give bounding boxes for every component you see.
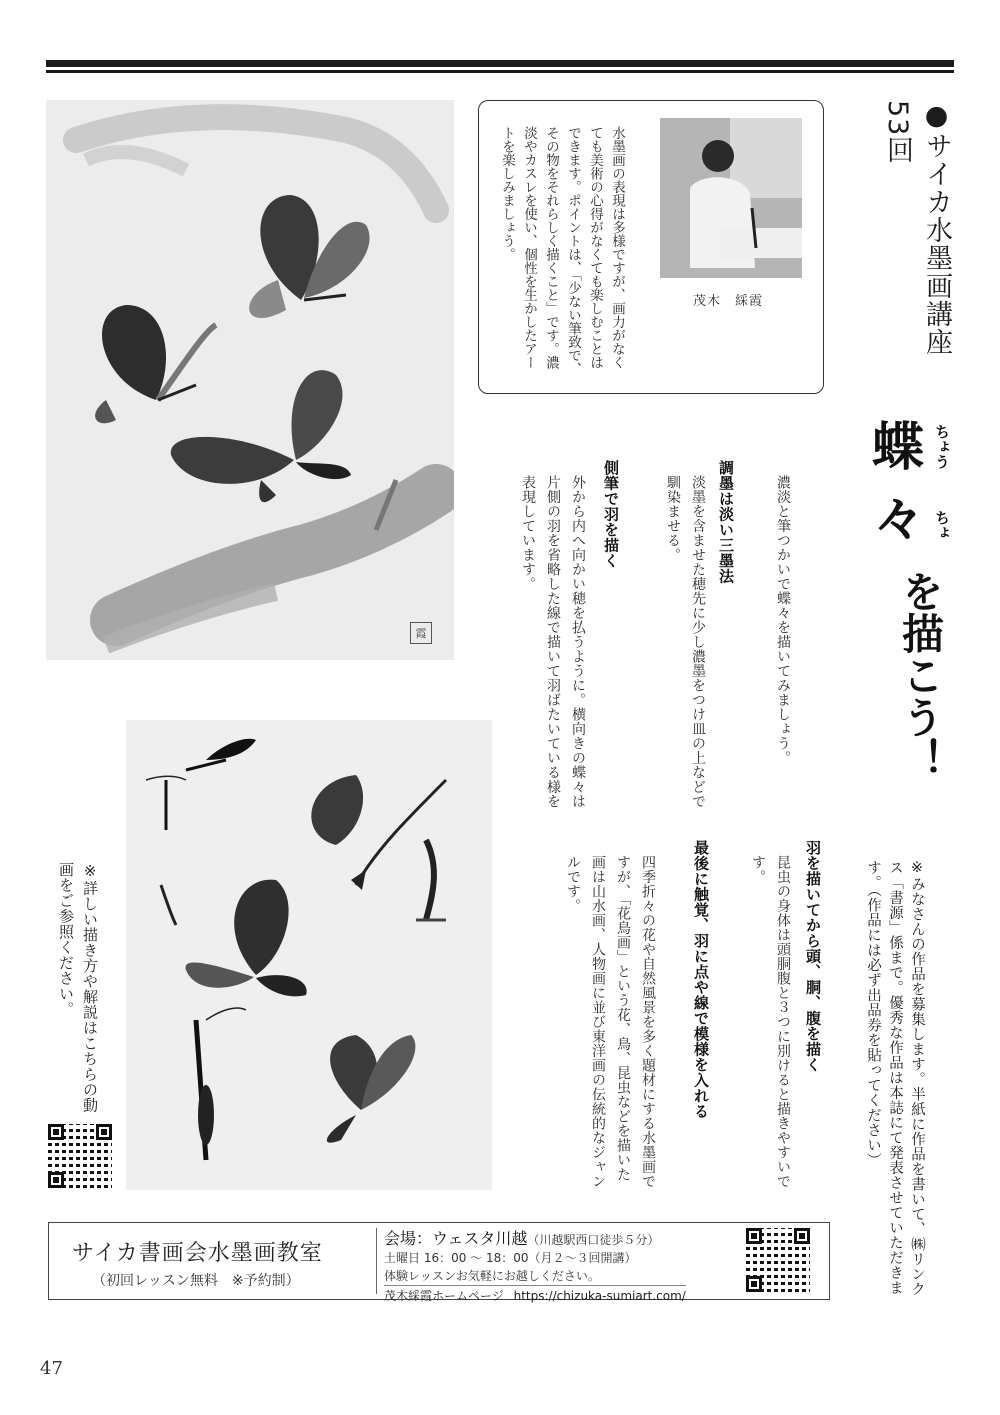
artist-seal: 霞 bbox=[410, 622, 432, 644]
qr-finder-top-right bbox=[96, 1124, 112, 1140]
homepage-qr-code[interactable] bbox=[746, 1228, 810, 1292]
video-note: ※詳しい描き方や解説はこちらの動画をご参照ください。 bbox=[57, 862, 99, 1113]
title-kanji-butterfly: 蝶 bbox=[872, 418, 925, 478]
butterfly-steps-painting bbox=[126, 720, 492, 1190]
section-2-text: 外から内へ向かい穂を払うように。横向きの蝶々は片側の羽を省略した線で描いて羽ばたいている様を表現しています。 bbox=[520, 475, 586, 809]
qr-finder-top-left bbox=[746, 1228, 762, 1244]
series-heading: ●サイカ水墨画講座53回 bbox=[882, 100, 952, 356]
section-1-heading: 調墨は淡い三墨法 bbox=[717, 460, 735, 584]
school-name: サイカ書画会水墨画教室 bbox=[72, 1241, 323, 1266]
section-3-heading: 羽を描いてから頭、胴、腹を描く bbox=[804, 840, 822, 1073]
venue-access: （川越駅西口徒歩５分） bbox=[527, 1233, 660, 1247]
page-number: 47 bbox=[40, 1358, 63, 1379]
venue-line bbox=[384, 1226, 659, 1249]
top-rule-thin bbox=[46, 70, 954, 73]
ink-butterflies-illustration bbox=[46, 100, 454, 660]
ink-steps-illustration bbox=[126, 720, 492, 1190]
section-3-text: 昆虫の身体は頭胴腹と３つに別けると描きやすいです。 bbox=[750, 855, 791, 1189]
top-rule-thick bbox=[46, 60, 954, 67]
qr-finder-top-left bbox=[48, 1124, 64, 1140]
homepage-label: 茂木綵霞ホームページ bbox=[384, 1289, 504, 1303]
venue-label: 会場：ウェスタ川越 bbox=[384, 1229, 528, 1248]
artist-painting-photo bbox=[660, 118, 802, 278]
section-4-heading: 最後に触覚、羽に点や線で模様を入れる bbox=[692, 840, 710, 1119]
video-qr-code[interactable] bbox=[48, 1124, 112, 1188]
title-ruby-1: ちょう bbox=[933, 424, 951, 469]
intro-text: 水墨画の表現は多様ですが、画力がなくても美術の心得がなくても楽しむことはできます。ポイントは、「少ない筆致で、その物をそれらしく描くこと」です。濃淡やカスレを使い、個性を生かしたアートを楽しみましょう。 bbox=[499, 126, 625, 376]
schedule-text: 土曜日 16：00 ～ 18：00（月２～３回開講） bbox=[384, 1251, 637, 1265]
qr-finder-bottom-left bbox=[48, 1172, 64, 1188]
school-note: （初回レッスン無料 ※予約制） bbox=[92, 1273, 300, 1289]
trial-text: 体験レッスンお気軽にお越しください。 bbox=[384, 1269, 600, 1283]
title-kanji-repeat: 々 bbox=[873, 490, 926, 550]
artist-name-caption: 茂木 綵霞 bbox=[693, 294, 764, 309]
qr-finder-top-right bbox=[794, 1228, 810, 1244]
footer-divider bbox=[376, 1228, 377, 1294]
section-1-text: 淡墨を含ませた穂先に少し濃墨をつけ皿の上などで馴染ませる。 bbox=[665, 475, 706, 809]
homepage-line bbox=[384, 1285, 686, 1304]
section-4-text: 四季折々の花や自然風景を多く題材にする水墨画ですが、「花鳥画」という花、鳥、昆虫などを描いた画は山水画、人物画に並び東洋画の伝統的なジャンルです。 bbox=[565, 855, 656, 1189]
submission-note: ※みなさんの作品を募集します。半紙に作品を書いて、㈱リンクス「書源」係まで。優秀な作品は本誌にて発表させていただきます。（作品には必ず出品券を貼ってください） bbox=[865, 860, 925, 1297]
artist-photo bbox=[660, 118, 802, 278]
qr-finder-bottom-left bbox=[746, 1276, 762, 1292]
homepage-link[interactable]: https://chizuka-sumiart.com/ bbox=[513, 1289, 686, 1303]
lead-text: 濃淡と筆つかいで蝶々を描いてみましょう。 bbox=[775, 475, 791, 765]
title-ruby-2: ちょ bbox=[933, 510, 951, 540]
butterfly-painting-1 bbox=[46, 100, 454, 660]
section-2-heading: 側筆で羽を描く bbox=[602, 460, 620, 569]
title-rest: を描こう！ bbox=[896, 570, 945, 780]
